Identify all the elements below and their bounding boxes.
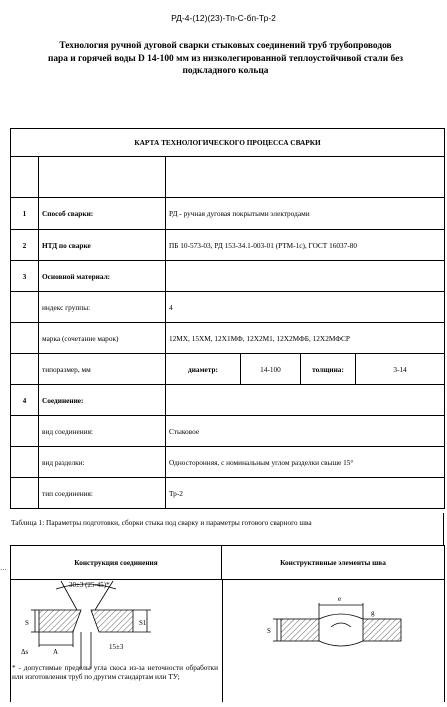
weld-elements-table (10, 545, 445, 580)
title-line: Технология ручной дуговой сварки стыковых соединений труб трубопроводов (59, 41, 392, 51)
card-heading: КАРТА ТЕХНОЛОГИЧЕСКОГО ПРОЦЕССА СВАРКИ (11, 129, 445, 157)
title-line: пара и горячей воды D 14-100 мм из низколегированной теплоустойчивой стали без (47, 53, 404, 64)
empty-cell (166, 157, 445, 198)
dim-15-label: 15±3 (109, 643, 124, 651)
row-value: 4 (166, 292, 445, 323)
weld-bead (319, 614, 363, 646)
process-card-table (10, 128, 445, 509)
left-plate (39, 610, 81, 632)
row-value: РД - ручная дуговая покрытыми электродами (166, 198, 445, 230)
empty-cell (11, 447, 39, 478)
row-value: Тр-2 (166, 478, 445, 509)
table-border (443, 513, 444, 545)
row-number: 1 (11, 198, 39, 230)
row-value: 12МХ, 15ХМ, 12Х1МФ, 12Х2М1, 12Х2МФБ, 12Х2МФСР (166, 323, 445, 354)
row-value: ПБ 10-573-03, РД 153-34.1-003-01 (РТМ-1с), ГОСТ 16037-80 (166, 230, 445, 261)
empty-cell (11, 416, 39, 447)
empty-cell (39, 157, 166, 198)
row-label: тип соединения: (39, 478, 166, 509)
footnote: * - допустимые пределы угла скоса из-за неточности обработки или изготовления труб по другим стандартам или ТУ; (12, 663, 218, 681)
right-plate (91, 610, 133, 632)
empty-cell (11, 354, 39, 385)
row-number: 4 (11, 385, 39, 416)
row-value: Односторонняя, с номинальным углом разделки свыше 15° (166, 447, 445, 478)
diameter-value: 14-100 (241, 354, 301, 385)
table-caption: Таблица 1: Параметры подготовки, сборки стыка под сварку и параметры готового сварного шва (11, 518, 312, 527)
empty-cell (11, 323, 39, 354)
document-title (4, 40, 447, 78)
row-number: 3 (11, 261, 39, 292)
row-value (166, 385, 445, 416)
dotted-marker: ⋯ (0, 566, 7, 574)
dim-a-label: A (53, 648, 59, 656)
row-label: индекс группы: (39, 292, 166, 323)
dim-s1-label: S1 (139, 619, 147, 627)
weld-elements-drawing (221, 579, 445, 702)
dim-s-label: S (25, 619, 29, 627)
row-label: марка (сочетание марок) (39, 323, 166, 354)
size-label: типоразмер, мм (39, 354, 166, 385)
row-label: НТД по сварке (39, 230, 166, 261)
empty-cell (11, 292, 39, 323)
row-value (166, 261, 445, 292)
weld-drawing-svg (221, 579, 444, 702)
title-line: подкладного кольца (182, 66, 269, 76)
row-value: Стыковое (166, 416, 445, 447)
dim-s-label: S (267, 627, 271, 635)
dim-g-label: g (371, 609, 375, 617)
dim-e-label: e (338, 595, 342, 603)
joint-construction-drawing (10, 579, 223, 702)
column-header-elements: Конструктивные элементы шва (222, 546, 445, 580)
angle-label: 30±3 (25-45)* (69, 581, 110, 589)
row-label: Способ сварки: (39, 198, 166, 230)
joint-drawing-svg (11, 579, 222, 702)
row-label: вид соединения: (39, 416, 166, 447)
empty-cell (11, 478, 39, 509)
diameter-label: диаметр: (166, 354, 241, 385)
thickness-label: толщина: (301, 354, 356, 385)
document-code: РД-4-(12)(23)-Тп-С-бп-Тр-2 (171, 13, 276, 23)
column-header-construction: Конструкция соединения (11, 546, 222, 580)
dim-ds-label: Δs (21, 648, 29, 656)
thickness-value: 3-14 (356, 354, 445, 385)
row-label: Основной материал: (39, 261, 166, 292)
empty-cell (11, 157, 39, 198)
row-label: вид разделки: (39, 447, 166, 478)
row-number: 2 (11, 230, 39, 261)
row-label: Соединение: (39, 385, 166, 416)
